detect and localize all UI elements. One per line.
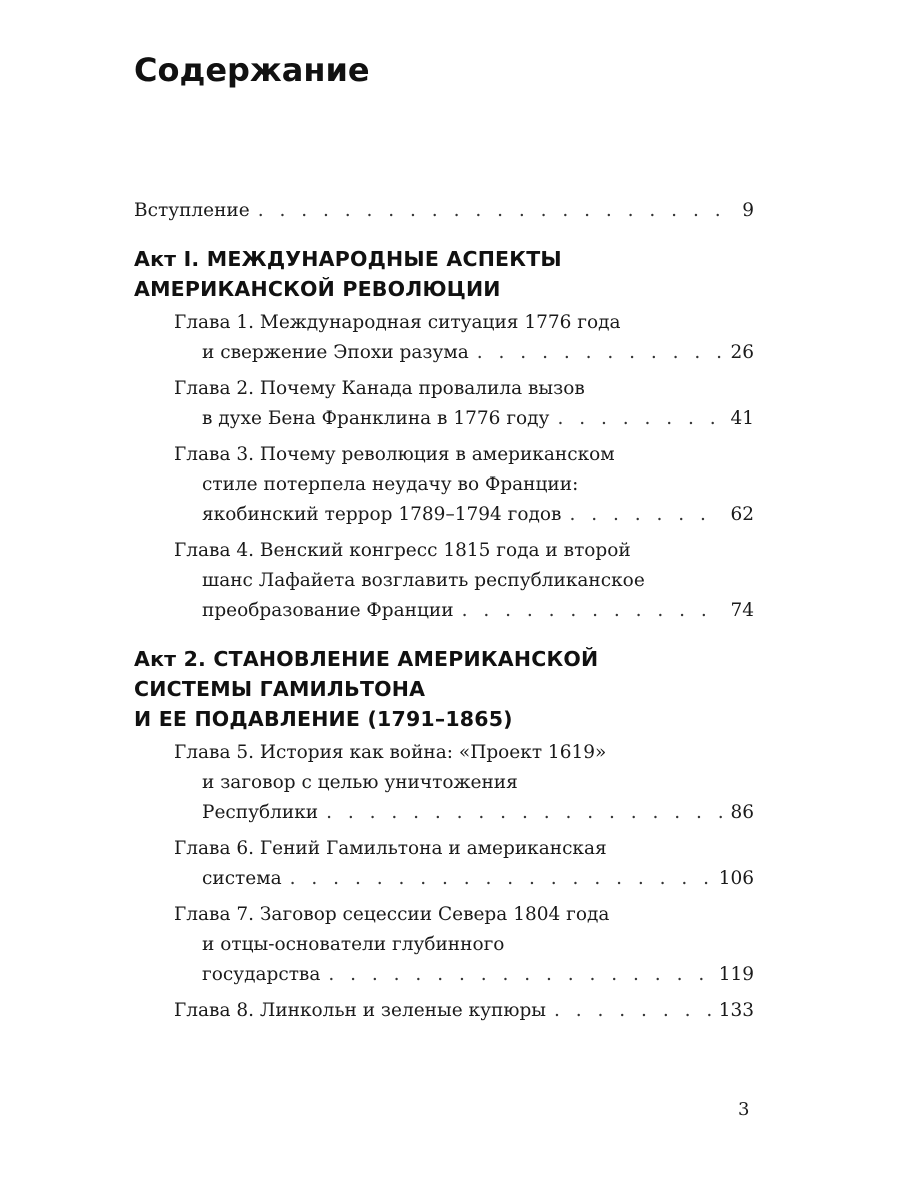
entry-text: Глава 7. Заговор сецессии Севера 1804 года <box>174 904 610 925</box>
page-ref: 86 <box>730 802 754 823</box>
toc-entry-chapter-8[interactable] <box>134 996 754 1026</box>
act-title-line: СИСТЕМЫ ГАМИЛЬТОНА <box>134 677 426 701</box>
page-title: Содержание <box>134 51 370 89</box>
dot-leader <box>290 864 711 894</box>
dot-leader <box>462 596 723 626</box>
dot-leader <box>569 500 722 530</box>
entry-text: шанс Лафайета возглавить республиканское <box>202 570 645 591</box>
toc-entry-chapter-2[interactable] <box>134 374 754 434</box>
act-title-line: Акт 2. СТАНОВЛЕНИЕ АМЕРИКАНСКОЙ <box>134 647 599 671</box>
page-ref: 9 <box>742 200 754 221</box>
entry-text: и свержение Эпохи разума <box>202 342 469 363</box>
dot-leader <box>554 996 711 1026</box>
toc-entry-chapter-1[interactable] <box>134 308 754 368</box>
page-ref: 74 <box>730 600 754 621</box>
entry-text: в духе Бена Франклина в 1776 году <box>202 408 550 429</box>
page-ref: 26 <box>730 342 754 363</box>
act-heading <box>134 644 754 734</box>
toc-entry-chapter-5[interactable] <box>134 738 754 828</box>
entry-text: и заговор с целью уничтожения <box>202 772 518 793</box>
dot-leader <box>477 338 723 368</box>
entry-text: якобинский террор 1789–1794 годов <box>202 504 562 525</box>
entry-text: Глава 5. История как война: «Проект 1619» <box>174 742 607 763</box>
dot-leader <box>557 404 722 434</box>
page-ref: 41 <box>730 408 754 429</box>
entry-text: стиле потерпела неудачу во Франции: <box>202 474 579 495</box>
entry-text: государства <box>202 964 321 985</box>
act-heading <box>134 244 754 304</box>
entry-text: преобразование Франции <box>202 600 454 621</box>
act-title-line: И ЕЕ ПОДАВЛЕНИЕ (1791–1865) <box>134 707 513 731</box>
act-title-line: Акт I. МЕЖДУНАРОДНЫЕ АСПЕКТЫ <box>134 247 562 271</box>
toc-entry-chapter-3[interactable] <box>134 440 754 530</box>
page-number: 3 <box>738 1099 750 1120</box>
entry-text: Глава 8. Линкольн и зеленые купюры <box>174 1000 547 1021</box>
dot-leader <box>328 960 710 990</box>
entry-text: Глава 1. Международная ситуация 1776 года <box>174 312 621 333</box>
toc-entry-chapter-6[interactable] <box>134 834 754 894</box>
page-ref: 106 <box>718 868 754 889</box>
entry-text: Глава 2. Почему Канада провалила вызов <box>174 378 585 399</box>
dot-leader <box>258 196 724 226</box>
entry-text: Вступление <box>134 200 250 221</box>
entry-text: Глава 4. Венский конгресс 1815 года и второй <box>174 540 631 561</box>
act-title-line: АМЕРИКАНСКОЙ РЕВОЛЮЦИИ <box>134 277 501 301</box>
page-ref: 62 <box>730 504 754 525</box>
entry-text: Глава 3. Почему революция в американском <box>174 444 615 465</box>
page-ref: 133 <box>718 1000 754 1021</box>
toc-entry-intro[interactable] <box>134 196 754 226</box>
entry-text: система <box>202 868 282 889</box>
entry-text: Глава 6. Гений Гамильтона и американская <box>174 838 607 859</box>
entry-text: и отцы-основатели глубинного <box>202 934 505 955</box>
entry-text: Республики <box>202 802 319 823</box>
dot-leader <box>326 798 722 828</box>
toc-entry-chapter-7[interactable] <box>134 900 754 990</box>
toc-entry-chapter-4[interactable] <box>134 536 754 626</box>
table-of-contents <box>134 196 754 1026</box>
page-ref: 119 <box>718 964 754 985</box>
